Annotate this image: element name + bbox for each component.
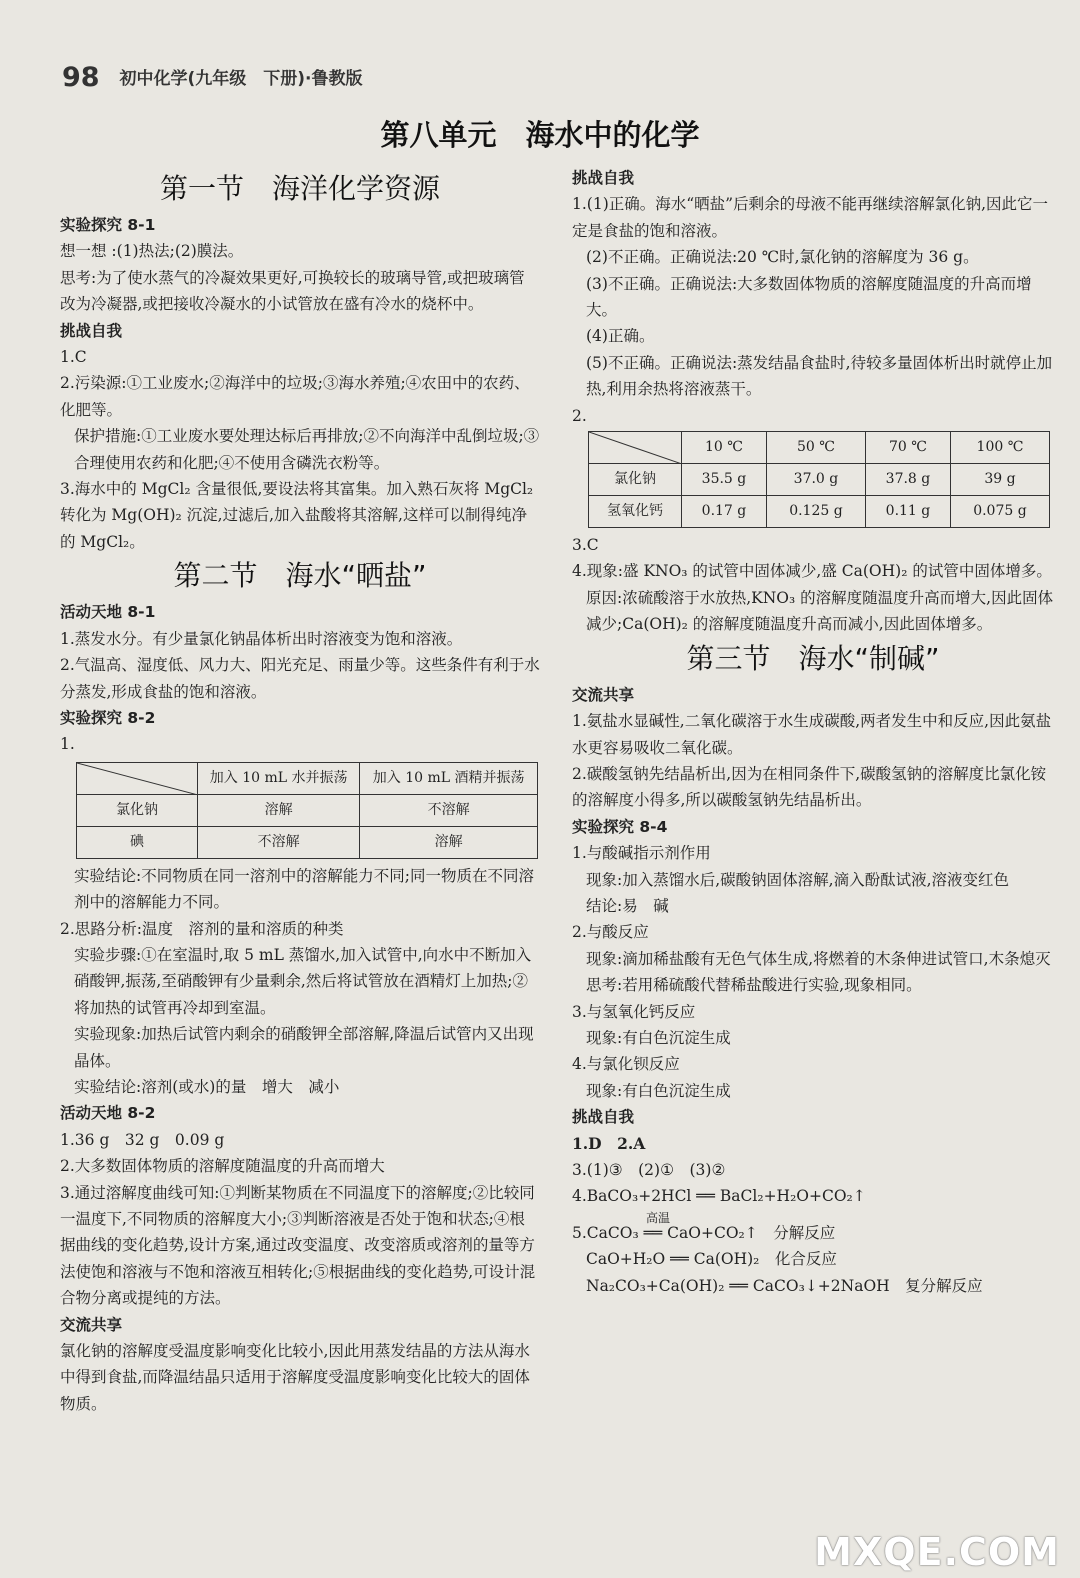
solubility-table bbox=[76, 762, 538, 859]
table-cell: 溶解 bbox=[198, 794, 360, 826]
answer: 3.C bbox=[572, 536, 599, 555]
table-cell: 0.075 g bbox=[950, 496, 1049, 528]
answer: 4.现象:盛 KNO₃ 的试管中固体减少,盛 Ca(OH)₂ 的试管中固体增多。 bbox=[572, 562, 1052, 581]
answer: 现象:加入蒸馏水后,碳酸钠固体溶解,滴入酚酞试液,溶液变红色 bbox=[586, 870, 1010, 889]
table-cell: 氯化钠 bbox=[589, 464, 682, 496]
answer: 2.污染源:①工业废水;②海洋中的垃圾;③海水养殖;④农田中的农药、化肥等。 bbox=[60, 374, 530, 419]
answer: (2)不正确。正确说法:20 ℃时,氯化钠的溶解度为 36 g。 bbox=[586, 248, 979, 267]
answer: 1.C bbox=[60, 348, 87, 367]
page-number: 98 bbox=[62, 62, 100, 93]
answer: (5)不正确。正确说法:蒸发结晶食盐时,待较多量固体析出时就停止加热,利用余热将溶液蒸干。 bbox=[586, 353, 1053, 399]
subheading: 活动天地 8-1 bbox=[60, 603, 156, 622]
left-column bbox=[60, 168, 540, 1417]
answer: 3.(1)③ (2)① (3)② bbox=[572, 1161, 726, 1179]
diagonal-cell bbox=[77, 762, 198, 794]
paragraph: 氯化钠的溶解度受温度影响变化比较小,因此用蒸发结晶的方法从海水中得到食盐,而降温结晶只适用于溶解度受温度影响变化比较大的固体物质。 bbox=[60, 1342, 530, 1413]
subheading: 活动天地 8-2 bbox=[60, 1104, 156, 1123]
answer: (4)正确。 bbox=[586, 327, 655, 346]
answer: 2.大多数固体物质的溶解度随温度的升高而增大 bbox=[60, 1157, 385, 1176]
answer: 结论:易 碱 bbox=[586, 896, 669, 915]
subheading: 挑战自我 bbox=[60, 321, 123, 340]
table-header: 加入 10 mL 水并振荡 bbox=[198, 762, 360, 794]
table-cell: 0.125 g bbox=[766, 496, 865, 528]
table-cell: 37.8 g bbox=[865, 464, 950, 496]
answer: 1.与酸碱指示剂作用 bbox=[572, 844, 711, 863]
table-cell: 氢氧化钙 bbox=[589, 496, 682, 528]
answer: 思考:若用稀硫酸代替稀盐酸进行实验,现象相同。 bbox=[586, 976, 922, 995]
answer: 1.氨盐水显碱性,二氧化碳溶于水生成碳酸,两者发生中和反应,因此氨盐水更容易吸收二氧化碳。 bbox=[572, 712, 1052, 757]
temperature-solubility-table bbox=[588, 431, 1050, 528]
diagonal-line bbox=[589, 432, 682, 464]
table-header: 50 ℃ bbox=[766, 432, 865, 464]
equation: 4.BaCO₃+2HCl ══ BaCl₂+H₂O+CO₂↑ bbox=[572, 1187, 866, 1206]
table-cell: 不溶解 bbox=[360, 794, 538, 826]
answer: 1. bbox=[60, 735, 75, 754]
table-header: 10 ℃ bbox=[682, 432, 767, 464]
answer: 2.思路分析:温度 溶剂的量和溶质的种类 bbox=[60, 919, 344, 938]
book-title: 初中化学(九年级 下册)·鲁教版 bbox=[119, 69, 363, 89]
answer: 2.气温高、湿度低、风力大、阳光充足、雨量少等。这些条件有利于水分蒸发,形成食盐的饱和溶液。 bbox=[60, 656, 540, 701]
subheading: 交流共享 bbox=[60, 1315, 123, 1334]
table-cell: 39 g bbox=[950, 464, 1049, 496]
answer: 1.D 2.A bbox=[572, 1133, 646, 1153]
table-cell: 37.0 g bbox=[766, 464, 865, 496]
subheading: 实验探究 8-4 bbox=[572, 817, 668, 836]
table-cell: 35.5 g bbox=[682, 464, 767, 496]
table-cell: 0.11 g bbox=[865, 496, 950, 528]
diagonal-cell bbox=[589, 432, 682, 464]
table-cell: 氯化钠 bbox=[77, 794, 198, 826]
answer: 1.(1)正确。海水“晒盐”后剩余的母液不能再继续溶解氯化钠,因此它一定是食盐的饱和溶液。 bbox=[572, 195, 1049, 240]
paragraph: 实验现象:加热后试管内剩余的硝酸钾全部溶解,降温后试管内又出现晶体。 bbox=[74, 1025, 534, 1070]
subheading: 实验探究 8-2 bbox=[60, 708, 156, 727]
subheading: 挑战自我 bbox=[572, 169, 635, 187]
answer: 2. bbox=[572, 406, 587, 425]
answer: 现象:滴加稀盐酸有无色气体生成,将燃着的木条伸进试管口,木条熄灭 bbox=[586, 949, 1051, 968]
answer: 原因:浓硫酸溶于水放热,KNO₃ 的溶解度随温度升高而增大,因此固体减少;Ca(OH)₂ 的溶解度随温度升高而减小,因此固体增多。 bbox=[586, 588, 1054, 634]
answer: 现象:有白色沉淀生成 bbox=[586, 1081, 731, 1100]
table-cell: 0.17 g bbox=[682, 496, 767, 528]
subheading: 实验探究 8-1 bbox=[60, 216, 156, 234]
answer: (3)不正确。正确说法:大多数固体物质的溶解度随温度的升高而增大。 bbox=[586, 274, 1032, 320]
paragraph: 思考:为了使水蒸气的冷凝效果更好,可换较长的玻璃导管,或把玻璃管改为冷凝器,或把接收冷凝水的小试管放在盛有冷水的烧杯中。 bbox=[60, 268, 525, 314]
equation-condition: 高温 bbox=[646, 1210, 671, 1225]
paragraph: 实验结论:不同物质在同一溶剂中的溶解能力不同;同一物质在不同溶剂中的溶解能力不同。 bbox=[74, 866, 534, 912]
subheading: 挑战自我 bbox=[572, 1108, 635, 1127]
equation: CaO+H₂O ══ Ca(OH)₂ 化合反应 bbox=[586, 1250, 837, 1269]
equation: Na₂CO₃+Ca(OH)₂ ══ CaCO₃↓+2NaOH 复分解反应 bbox=[586, 1276, 983, 1295]
section-title: 第一节 海洋化学资源 bbox=[159, 172, 440, 205]
paragraph: 实验步骤:①在室温时,取 5 mL 蒸馏水,加入试管中,向水中不断加入硝酸钾,振荡,至硝酸钾有少量剩余,然后将试管放在酒精灯上加热;②将加热的试管再冷却到室温。 bbox=[74, 945, 532, 1017]
table-header: 加入 10 mL 酒精并振荡 bbox=[360, 762, 538, 794]
table-cell: 溶解 bbox=[360, 826, 538, 858]
answer: 2.与酸反应 bbox=[572, 923, 649, 942]
equation: 5.CaCO₃ ══ CaO+CO₂↑ 分解反应 bbox=[572, 1223, 836, 1242]
section-title: 第二节 海水“晒盐” bbox=[173, 559, 427, 593]
answer: 1.36 g 32 g 0.09 g bbox=[60, 1130, 225, 1149]
table-header: 70 ℃ bbox=[865, 432, 950, 464]
table-header: 100 ℃ bbox=[950, 432, 1049, 464]
right-column bbox=[572, 165, 1054, 1299]
subheading: 交流共享 bbox=[572, 685, 635, 704]
unit-title: 第八单元 海水中的化学 bbox=[380, 118, 700, 152]
section-title: 第三节 海水“制碱” bbox=[686, 641, 940, 675]
watermark: MXQE.COM bbox=[814, 1530, 1060, 1574]
table-cell: 碘 bbox=[77, 826, 198, 858]
answer: 2.碳酸氢钠先结晶析出,因为在相同条件下,碳酸氢钠的溶解度比氯化铵的溶解度小得多,所以碳酸氢钠先结晶析出。 bbox=[572, 764, 1047, 810]
answer: 4.与氯化钡反应 bbox=[572, 1055, 680, 1074]
answer: 3.与氢氧化钙反应 bbox=[572, 1002, 696, 1021]
paragraph: 实验结论:溶剂(或水)的量 增大 减小 bbox=[74, 1077, 340, 1096]
page-header bbox=[62, 62, 363, 93]
answer: 3.通过溶解度曲线可知:①判断某物质在不同温度下的溶解度;②比较同一温度下,不同物质的溶解度大小;③判断溶液是否处于饱和状态;④根据曲线的变化趋势,设计方案,通过改变温度、改变溶质或溶剂的量等方法使饱和溶液与不饱和溶液互相转化;⑤根据曲线的变化趋势,可设计混合物分离或提纯的方法。 bbox=[60, 1183, 536, 1308]
answer: 1.蒸发水分。有少量氯化钠晶体析出时溶液变为饱和溶液。 bbox=[60, 629, 463, 648]
answer: 3.海水中的 MgCl₂ 含量很低,要设法将其富集。加入熟石灰将 MgCl₂ 转化为 Mg(OH)₂ 沉淀,过滤后,加入盐酸将其溶解,这样可以制得纯净的 MgCl₂。 bbox=[60, 480, 534, 551]
paragraph: 想一想 :(1)热法;(2)膜法。 bbox=[60, 242, 244, 261]
answer: 现象:有白色沉淀生成 bbox=[586, 1028, 731, 1047]
diagonal-line bbox=[77, 763, 198, 795]
answer: 保护措施:①工业废水要处理达标后再排放;②不向海洋中乱倒垃圾;③合理使用农药和化肥;④不使用含磷洗衣粉等。 bbox=[74, 427, 540, 472]
table-cell: 不溶解 bbox=[198, 826, 360, 858]
